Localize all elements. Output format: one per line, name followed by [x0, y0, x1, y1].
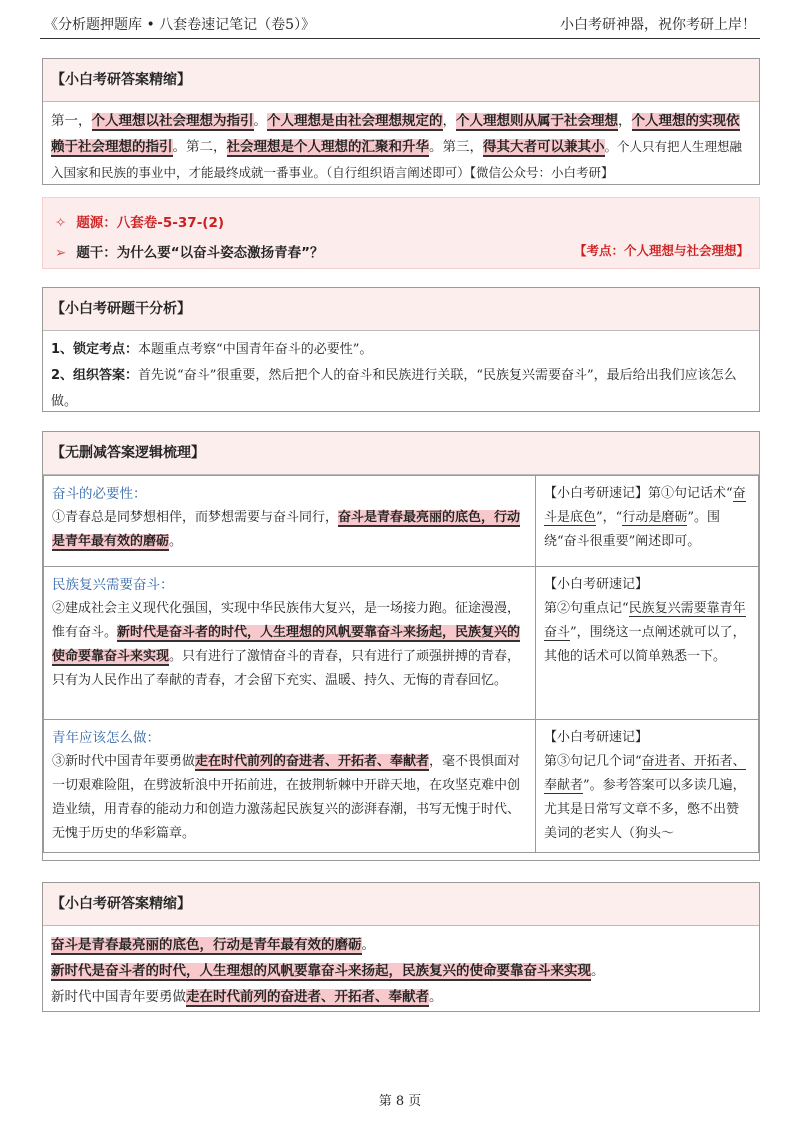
question-source: ✧ 题源：八套卷-5-37-(2) [55, 215, 225, 231]
header-title: 《分析题押题库 • 八套卷速记笔记（卷5）》 [44, 17, 316, 33]
header-slogan: 小白考研神器，祝你考研上岸！ [560, 17, 756, 33]
analysis-line-1: 1、锁定考点：本题重点考察“中国青年奋斗的必要性”。 [51, 342, 373, 357]
logic-table [43, 475, 759, 853]
highlight: 新时代是奋斗者的时代，人生理想的风帆要靠奋斗来扬起，民族复兴的使命要靠奋斗来实现 [51, 963, 591, 979]
section-heading: 青年应该怎么做： [52, 730, 160, 746]
highlight: 社会理想是个人理想的汇聚和升华 [226, 139, 429, 155]
question-stem: ➢ 题干：为什么要“以奋斗姿态激扬青春”？ [55, 245, 324, 261]
highlight: 奋斗是青春最亮丽的底色，行动是青年最有效的磨砺 [51, 937, 362, 953]
highlight: 得其大者可以兼其小 [483, 139, 605, 155]
analysis-line-2: 2、组织答案：首先说“奋斗”很重要，然后把个人的奋斗和民族进行关联，“民族复兴需要奋斗”，最后给出我们应该怎么做。 [51, 368, 737, 409]
box-body [43, 331, 759, 421]
section-heading: 民族复兴需要奋斗： [52, 577, 174, 593]
note-cell: 【小白考研速记】 第③句记几个词“奋进者、开拓者、奉献者”。参考答案可以多读几遍，尤其是日常写文章不多，憋不出赞美词的老实人（狗头～ [536, 720, 759, 853]
page-number: 第 8 页 [378, 1094, 422, 1109]
page-header [44, 14, 756, 38]
box-title: 【无删减答案逻辑梳理】 [43, 432, 759, 475]
kaodian-tag: 【考点：个人理想与社会理想】 [573, 243, 749, 258]
box-title: 【小白考研题干分析】 [43, 288, 759, 331]
table-row [44, 476, 759, 567]
diamond-icon: ✧ [55, 215, 67, 231]
box-body: 第一，个人理想以社会理想为指引。个人理想是由社会理想规定的，个人理想则从属于社会理想，个人理想的实现依赖于社会理想的指引。第二，社会理想是个人理想的汇聚和升华。第三，得其大者可以兼其小。个人只有把人生理想融入国家和民族的事业中，才能最终成就一番事业。（自行组织语言阐述即可）【微信公众号：小白考研】 [51, 113, 743, 180]
section-heading: 奋斗的必要性： [52, 486, 147, 502]
highlight: 新时代是奋斗者的时代，人生理想的风帆要靠奋斗来扬起，民族复兴的使命要靠奋斗来实现 [52, 625, 521, 664]
stem-analysis-box [42, 287, 760, 412]
highlight: 个人理想以社会理想为指引 [91, 113, 254, 129]
highlight: 奋斗是青春最亮丽的底色，行动是青年最有效的磨砺 [52, 510, 521, 549]
logic-cell: 民族复兴需要奋斗： ②建成社会主义现代化强国，实现中华民族伟大复兴，是一场接力跑。征途漫漫，惟有奋斗。新时代是奋斗者的时代，人生理想的风帆要靠奋斗来扬起，民族复兴的使命要靠奋斗来实现。只有进行了激情奋斗的青春，只有进行了顽强拼搏的青春，只有为人民作出了奉献的青春，才会留下充实、温暖、持久、无悔的青春回忆。 [44, 567, 536, 720]
answer-logic-box [42, 431, 760, 861]
highlight: 走在时代前列的奋进者、开拓者、奉献者 [186, 989, 429, 1005]
logic-cell: 青年应该怎么做： ③新时代中国青年要勇做走在时代前列的奋进者、开拓者、奉献者，毫不畏惧面对一切艰难险阻，在劈波斩浪中开拓前进，在披荆斩棘中开辟天地，在攻坚克难中创造业绩，用青春的能动力和创造力激荡起民族复兴的澎湃春潮，书写无愧于时代、无愧于历史的华彩篇章。 [44, 720, 536, 853]
highlight: 个人理想则从属于社会理想 [456, 113, 618, 129]
answer-summary-box-2 [42, 882, 760, 1012]
box-body: 奋斗是青春最亮丽的底色，行动是青年最有效的磨砺。 新时代是奋斗者的时代，人生理想的风帆要靠奋斗来扬起，民族复兴的使命要靠奋斗来实现。 新时代中国青年要勇做走在时代前列的奋进者、开拓者、奉献者。 [51, 937, 605, 1005]
logic-cell: 奋斗的必要性： ①青春总是同梦想相伴，而梦想需要与奋斗同行，奋斗是青春最亮丽的底色，行动是青年最有效的磨砺。 [44, 476, 536, 567]
box-title: 【小白考研答案精缩】 [43, 883, 759, 926]
table-row [44, 720, 759, 853]
question-box [42, 197, 760, 269]
answer-summary-box-1 [42, 58, 760, 185]
note-cell: 【小白考研速记】 第②句重点记“民族复兴需要靠青年奋斗”，围绕这一点阐述就可以了，其他的话术可以简单熟悉一下。 [536, 567, 759, 720]
highlight: 个人理想的实现依赖于社会理想的指引 [51, 113, 740, 155]
arrow-icon: ➢ [55, 245, 67, 261]
box-title: 【小白考研答案精缩】 [43, 59, 759, 102]
note-cell: 【小白考研速记】第①句记话术“奋斗是底色”，“行动是磨砺”。围绕“奋斗很重要”阐述即可。 [536, 476, 759, 567]
highlight: 走在时代前列的奋进者、开拓者、奉献者 [195, 754, 430, 769]
header-divider [40, 38, 760, 39]
highlight: 个人理想是由社会理想规定的 [267, 113, 443, 129]
table-row [44, 567, 759, 720]
